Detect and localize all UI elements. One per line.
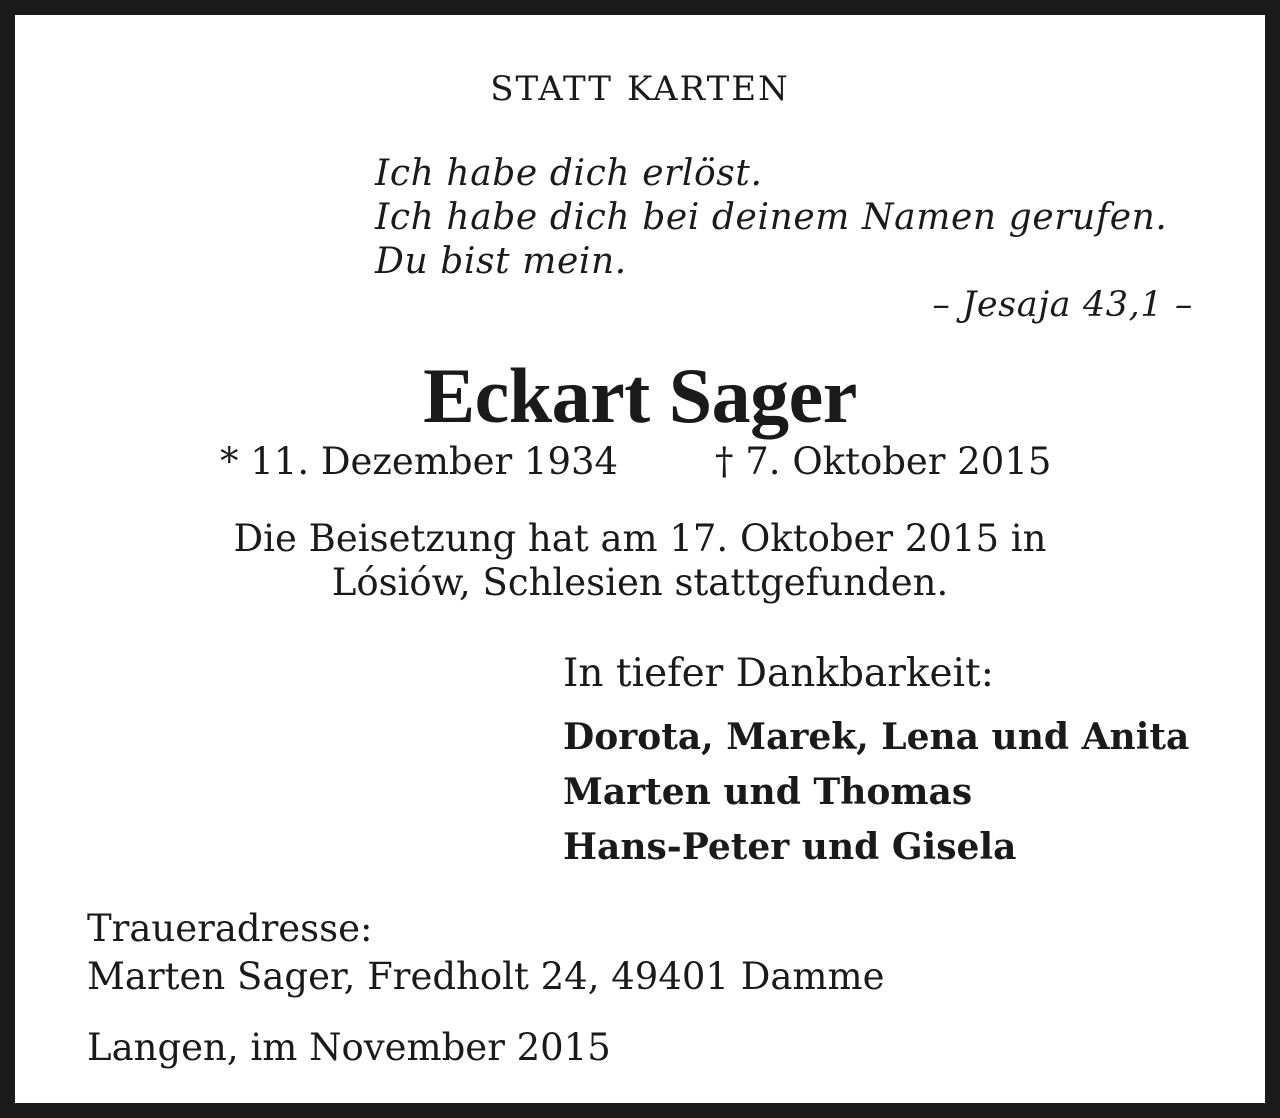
verse-line-1: Ich habe dich erlöst. [375,153,763,194]
verse-line-3: Du bist mein. [375,241,627,282]
header-word-karten: KARTEN [626,69,790,109]
address-label: Traueradresse: [87,907,373,950]
deceased-name: Eckart Sager [423,352,857,439]
mourner-line-3: Hans-Peter und Gisela [563,826,1017,868]
address-value: Marten Sager, Fredholt 24, 49401 Damme [87,955,885,998]
burial-line-1: Die Beisetzung hat am 17. Oktober 2015 in [233,517,1047,560]
header-word-statt: STATT [490,69,613,109]
mourner-line-1: Dorota, Marek, Lena und Anita [563,716,1190,758]
mourner-line-2: Marten und Thomas [563,771,973,813]
verse-reference: – Jesaja 43,1 – [932,285,1193,325]
burial-line-2: Lósiów, Schlesien stattgefunden. [331,561,949,604]
birth-date: * 11. Dezember 1934 [220,440,619,483]
place-date: Langen, im November 2015 [87,1026,611,1069]
death-date: † 7. Oktober 2015 [715,440,1052,483]
verse-line-2: Ich habe dich bei deinem Namen gerufen. [375,197,1168,238]
mourners-heading: In tiefer Dankbarkeit: [563,651,994,696]
notice-header [15,69,1265,109]
